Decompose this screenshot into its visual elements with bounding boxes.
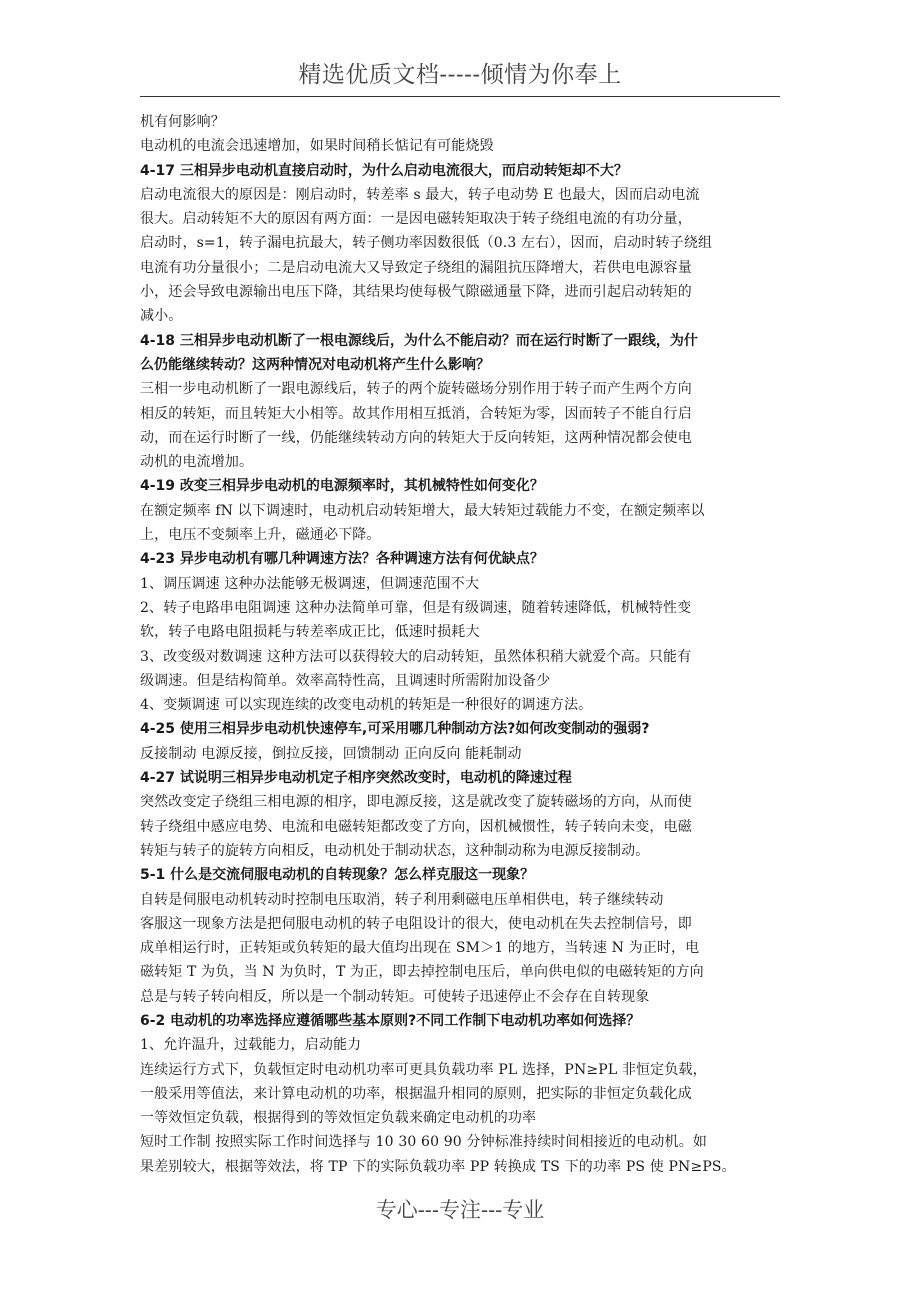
answer-line: 突然改变定子绕组三相电源的相序，即电源反接，这是就改变了旋转磁场的方向，从而使 <box>140 794 692 811</box>
answer-line: 机有何影响？ <box>140 114 225 130</box>
question-line: 4-25 使用三相异步电动机快速停车,可采用哪几种制动方法?如何改变制动的强弱? <box>140 721 650 738</box>
answer-line: 连续运行方式下，负载恒定时电动机功率可更具负载功率 PL 选择，PN≥PL 非恒定负载， <box>140 1061 707 1078</box>
answer-line: 2、转子电路串电阻调速 这种办法简单可靠，但是有级调速，随着转速降低，机械特性变 <box>140 599 692 616</box>
answer-line: 转子绕组中感应电势、电流和电磁转矩都改变了方向，因机械惯性，转子转向未变，电磁 <box>140 818 692 835</box>
answer-line: 磁转矩 T 为负，当 N 为负时，T 为正，即去掉控制电压后，单向供电似的电磁转矩的方向 <box>140 964 704 981</box>
question-line: 4-23 异步电动机有哪几种调速方法？各种调速方法有何优缺点？ <box>140 551 544 568</box>
answer-line: 三相一步电动机断了一跟电源线后，转子的两个旋转磁场分别作用于转子而产生两个方向 <box>140 381 692 398</box>
question-line: 4-27 试说明三相异步电动机定子相序突然改变时，电动机的降速过程 <box>140 770 572 787</box>
answer-line: 短时工作制 按照实际工作时间选择与 10 30 60 90 分钟标准持续时间相接近的电动机。如 <box>140 1134 708 1151</box>
answer-line: 启动时，s=1，转子漏电抗最大，转子侧功率因数很低（0.3 左右），因而，启动时转子绕组 <box>140 235 713 252</box>
answer-line: 级调速。但是结构简单。效率高特性高，且调速时所需附加设备少 <box>140 672 551 689</box>
answer-line: 果差别较大，根据等效法，将 TP 下的实际负载功率 PP 转换成 TS 下的功率 PS 使 PN≥PS。 <box>140 1158 736 1175</box>
answer-line: 一等效恒定负载，根据得到的等效恒定负载来确定电动机的功率 <box>140 1110 537 1127</box>
question-line: 么仍能继续转动？这两种情况对电动机将产生什么影响？ <box>140 356 490 373</box>
answer-line: 反接制动 电源反接，倒拉反接，回馈制动 正向反向 能耗制动 <box>140 745 522 762</box>
answer-line: 软，转子电路电阻损耗与转差率成正比，低速时损耗大 <box>140 624 480 641</box>
answer-line: 客服这一现象方法是把伺服电动机的转子电阻设计的很大，使电动机在失去控制信号，即 <box>140 915 692 932</box>
answer-line: 自转是伺服电动机转动时控制电压取消，转子利用剩磁电压单相供电，转子继续转动 <box>140 891 664 908</box>
question-line: 4-17 三相异步电动机直接启动时，为什么启动电流很大，而启动转矩却不大？ <box>140 162 628 179</box>
question-line: 6-2 电动机的功率选择应遵循哪些基本原则?不同工作制下电动机功率如何选择？ <box>140 1012 641 1029</box>
answer-line: 电流有功分量很小；二是启动电流大又导致定子绕组的漏阻抗压降增大，若供电电源容量 <box>140 259 692 276</box>
answer-line: 成单相运行时，正转矩或负转矩的最大值均出现在 SM＞1 的地方，当转速 N 为正时，电 <box>140 940 700 957</box>
page-footer: 专心---专注---专业 <box>375 1198 545 1222</box>
answer-line: 1、允许温升，过载能力，启动能力 <box>140 1037 362 1054</box>
answer-line: 转矩与转子的旋转方向相反，电动机处于制动状态，这种制动称为电源反接制动。 <box>140 842 650 859</box>
answer-line: 上，电压不变频率上升，磁通必下降。 <box>140 527 381 544</box>
answer-line: 总是与转子转向相反，所以是一个制动转矩。可使转子迅速停止不会存在自转现象 <box>140 988 650 1005</box>
answer-line: 小，还会导致电源输出电压下降，其结果均使每极气隙磁通量下降，进而引起启动转矩的 <box>140 284 692 301</box>
page-header: 精选优质文档-----倾情为你奉上 <box>298 62 622 88</box>
answer-line: 动，而在运行时断了一线，仍能继续转动方向的转矩大于反向转矩，这两种情况都会使电 <box>140 429 692 446</box>
answer-line: 动机的电流增加。 <box>140 454 254 471</box>
question-line: 5-1 什么是交流伺服电动机的自转现象？怎么样克服这一现象？ <box>140 867 535 884</box>
header-rule <box>140 96 780 97</box>
answer-line: 在额定频率 fN 以下调速时，电动机启动转矩增大，最大转矩过载能力不变，在额定频率以 <box>140 502 705 519</box>
answer-line: 1、调压调速 这种办法能够无极调速，但调速范围不大 <box>140 575 480 592</box>
answer-line: 4、变频调速 可以实现连续的改变电动机的转矩是一种很好的调速方法。 <box>140 697 593 714</box>
answer-line: 启动电流很大的原因是：刚启动时，转差率 s 最大，转子电动势 E 也最大，因而启动电流 <box>140 186 700 203</box>
answer-line: 相反的转矩，而且转矩大小相等。故其作用相互抵消，合转矩为零，因而转子不能自行启 <box>140 405 692 422</box>
answer-line: 3、改变级对数调速 这种方法可以获得较大的启动转矩，虽然体积稍大就爱个高。只能有 <box>140 648 692 665</box>
question-line: 4-18 三相异步电动机断了一根电源线后，为什么不能启动？而在运行时断了一跟线，为什 <box>140 332 698 349</box>
document-body <box>140 110 786 1179</box>
answer-line: 减小。 <box>140 308 183 325</box>
answer-line: 电动机的电流会迅速增加，如果时间稍长惦记有可能烧毁 <box>140 138 494 155</box>
question-line: 4-19 改变三相异步电动机的电源频率时，其机械特性如何变化？ <box>140 478 544 495</box>
answer-line: 很大。启动转矩不大的原因有两方面：一是因电磁转矩取决于转子绕组电流的有功分量， <box>140 211 692 228</box>
answer-line: 一般采用等值法，来计算电动机的功率，根据温升相同的原则，把实际的非恒定负载化成 <box>140 1085 692 1102</box>
